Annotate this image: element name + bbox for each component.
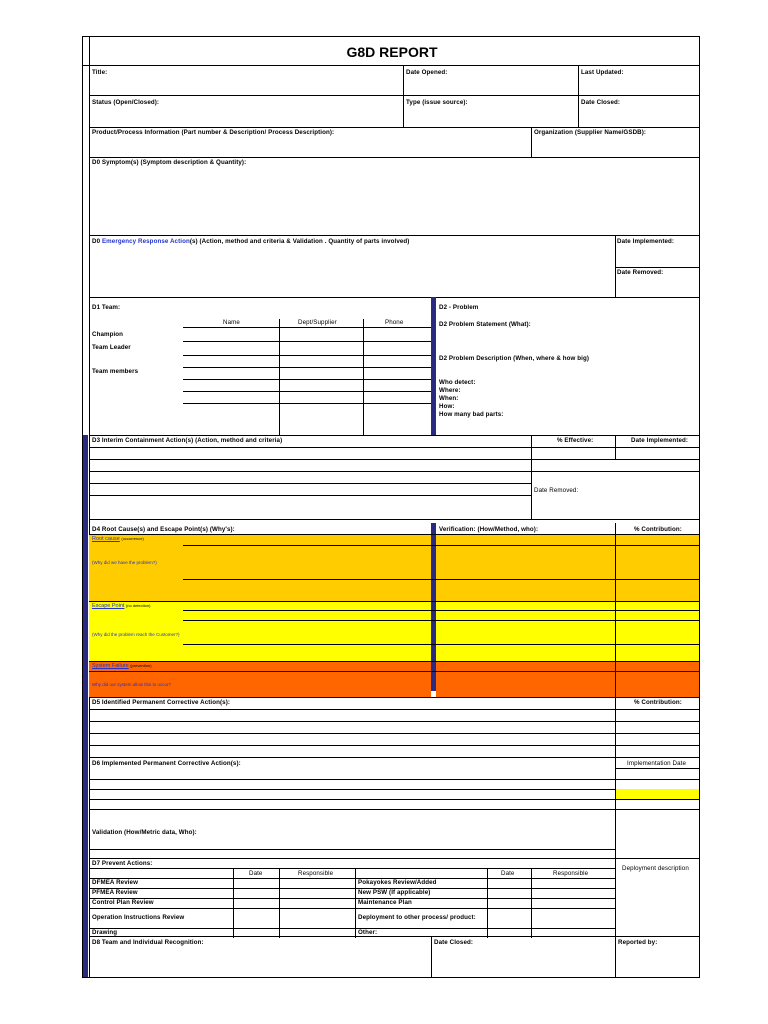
d2-statement-label: D2 Problem Statement (What): [439, 321, 531, 328]
title-label: Title: [92, 69, 108, 76]
d2-q-where: Where: [439, 387, 461, 394]
d3-label: D3 Interim Containment Action(s) (Action, method and criteria) [92, 437, 283, 444]
d6-implementation-date: Implementation Date [627, 760, 686, 767]
date-opened-label: Date Opened: [406, 69, 448, 76]
status-label: Status (Open/Closed): [92, 99, 160, 106]
d1-col-dept: Dept/Supplier [298, 319, 337, 326]
d6-label: D6 Implemented Permanent Corrective Action(s): [92, 760, 241, 767]
d2-description-label: D2 Problem Description (When, where & how big) [439, 355, 590, 362]
era-date-removed: Date Removed: [617, 269, 664, 276]
d1-team-label: D1 Team: [92, 304, 121, 311]
d2-q-how: How: [439, 403, 455, 410]
escape-point-title: Escape Point (no detection) [92, 603, 151, 609]
d0-symptom-label: D0 Symptom(s) (Symptom description & Quantity): [92, 159, 247, 166]
organization-label: Organization (Supplier Name/GSDB): [534, 129, 647, 136]
d7-maintenance: Maintenance Plan [358, 899, 412, 906]
d7-label: D7 Prevent Actions: [92, 860, 153, 867]
d3-date-removed: Date Removed: [534, 487, 579, 494]
d3-effective: % Effective: [557, 437, 594, 444]
d8-reported-by: Reported by: [618, 939, 658, 946]
d7-responsible-left: Responsible [298, 870, 334, 877]
g8d-report-form [82, 36, 700, 978]
d3-date-implemented: Date Implemented: [631, 437, 689, 444]
system-failure-title: System Failure (prevention) [92, 663, 152, 669]
product-info-label: Product/Process Information (Part number & Description/ Process Description): [92, 129, 335, 136]
report-title: G8D REPORT [346, 44, 438, 60]
d8-label: D8 Team and Individual Recognition: [92, 939, 204, 946]
d2-q-when: When: [439, 395, 459, 402]
d7-pokayokes: Pokayokes Review/Added [358, 879, 437, 886]
era-date-implemented: Date Implemented: [617, 238, 675, 245]
system-failure-why: Why did our system allow this to occur? [92, 682, 172, 687]
d1-role-team-members: Team members [92, 368, 139, 375]
d4-contribution: % Contribution: [634, 526, 682, 533]
d1-role-team-leader: Team Leader [92, 344, 131, 351]
d1-role-champion: Champion [92, 331, 124, 338]
d2-q-who: Who detect: [439, 379, 476, 386]
d7-responsible-right: Responsible [553, 870, 589, 877]
escape-point-why: (Why did the problem reach the Customer?) [92, 632, 180, 637]
d7-date-left: Date [249, 870, 263, 877]
d5-label: D5 Identified Permanent Corrective Action(s): [92, 699, 231, 706]
d2-q-how-many: How many bad parts: [439, 411, 504, 418]
d4-verification: Verification: (How/Method, who): [439, 526, 539, 533]
d7-date-right: Date [501, 870, 515, 877]
d7-deployment-description: Deployment description [622, 865, 689, 872]
root-cause-why: (Why did we have the problem?) [92, 560, 157, 565]
d2-problem-label: D2 - Problem [439, 304, 479, 311]
d7-drawing: Drawing [92, 929, 118, 936]
d7-other: Other: [358, 929, 378, 936]
d5-contribution: % Contribution: [634, 699, 682, 706]
d1-col-name: Name [223, 319, 240, 326]
d6-validation: Validation (How/Metric data, Who): [92, 829, 197, 836]
d7-deployment-other: Deployment to other process/ product: [358, 914, 476, 921]
d7-control-plan: Control Plan Review [92, 899, 154, 906]
d1-d2-divider [431, 297, 436, 435]
root-cause-title: Root cause (occurrence) [92, 536, 144, 542]
d7-pfmea: PFMEA Review [92, 889, 138, 896]
d7-dfmea: DFMEA Review [92, 879, 139, 886]
d0-era-label: D0 Emergency Response Action(s) (Action, method and criteria & Validation . Quantity of parts involved) [92, 238, 410, 245]
date-closed-label: Date Closed: [581, 99, 621, 106]
d7-new-psw: New PSW (If applicable) [358, 889, 431, 896]
type-label: Type (issue source): [406, 99, 468, 106]
implementation-date-highlight [616, 789, 699, 799]
d1-col-phone: Phone [385, 319, 404, 326]
last-updated-label: Last Updated: [581, 69, 624, 76]
left-divider-strip [83, 435, 88, 977]
d4-label: D4 Root Cause(s) and Escape Point(s) (Why's): [92, 526, 235, 533]
d8-date-closed: Date Closed: [434, 939, 474, 946]
d7-operation-instructions: Operation Instructions Review [92, 914, 185, 921]
